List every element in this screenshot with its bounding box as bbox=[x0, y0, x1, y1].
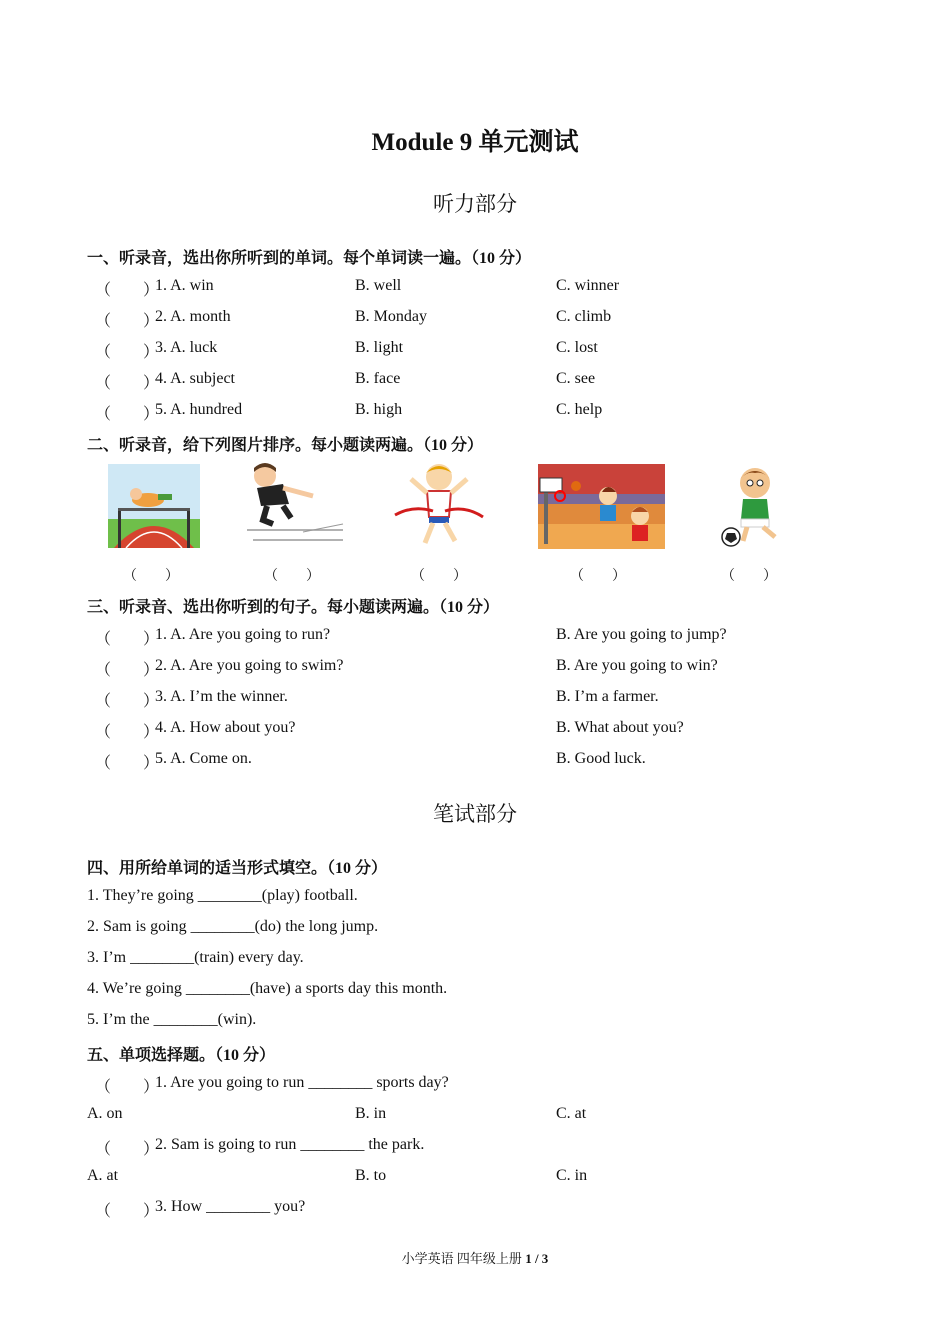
answer-blank[interactable]: （ ） bbox=[95, 693, 160, 710]
answer-blank[interactable]: （ ） bbox=[95, 1079, 160, 1096]
option-a: 2. A. month bbox=[155, 308, 231, 325]
answer-blank[interactable]: （ ） bbox=[95, 631, 160, 648]
question-row bbox=[0, 370, 950, 394]
options-row bbox=[0, 1105, 950, 1129]
question-row bbox=[0, 688, 950, 712]
listening-section-title: 听力部分 bbox=[433, 192, 517, 216]
question-stem: 1. Are you going to run ________ sports day? bbox=[155, 1074, 449, 1091]
answer-blank[interactable]: （ ） bbox=[95, 755, 160, 772]
question-row bbox=[0, 277, 950, 301]
option-c: C. at bbox=[556, 1105, 587, 1122]
fill-in-item: 1. They’re going ________(play) football. bbox=[87, 887, 358, 904]
option-a: 5. A. hundred bbox=[155, 401, 243, 418]
option-a: 3. A. luck bbox=[155, 339, 218, 356]
option-b: B. Good luck. bbox=[556, 750, 646, 767]
question-row bbox=[0, 1074, 950, 1098]
answer-blank[interactable]: （ ） bbox=[95, 313, 160, 330]
running-winner-picture bbox=[393, 459, 485, 549]
fill-in-item: 2. Sam is going ________(do) the long jump. bbox=[87, 918, 379, 935]
option-a: 3. A. I’m the winner. bbox=[155, 688, 288, 705]
option-a: 4. A. subject bbox=[155, 370, 235, 387]
answer-blank[interactable]: （ ） bbox=[95, 1141, 160, 1158]
option-b: B. light bbox=[355, 339, 404, 356]
option-a: 1. A. win bbox=[155, 277, 214, 294]
option-a: 4. A. How about you? bbox=[155, 719, 296, 736]
option-a: 2. A. Are you going to swim? bbox=[155, 657, 344, 674]
fill-in-item: 5. I’m the ________(win). bbox=[87, 1011, 257, 1028]
answer-blank[interactable]: （ ） bbox=[95, 724, 160, 741]
fill-in-item: 4. We’re going ________(have) a sports day this month. bbox=[87, 980, 448, 997]
question-row bbox=[0, 339, 950, 363]
question-row bbox=[0, 1136, 950, 1160]
option-a: A. on bbox=[87, 1105, 123, 1122]
basketball-picture bbox=[538, 464, 665, 549]
option-b: B. Are you going to jump? bbox=[556, 626, 727, 643]
section1-heading: 一、听录音，选出你所听到的单词。每个单词读一遍。（10 分） bbox=[87, 250, 532, 267]
section2-heading: 二、听录音，给下列图片排序。每小题读两遍。（10 分） bbox=[87, 437, 484, 454]
page-title: Module 9 单元测试 bbox=[371, 129, 579, 156]
question-row bbox=[0, 750, 950, 774]
option-b: B. Monday bbox=[355, 308, 427, 325]
section3-heading: 三、听录音、选出你听到的句子。每小题读两遍。（10 分） bbox=[87, 599, 500, 616]
option-b: B. in bbox=[355, 1105, 387, 1122]
answer-blank[interactable]: （ ） bbox=[95, 282, 160, 299]
option-c: C. lost bbox=[556, 339, 598, 356]
option-b: B. to bbox=[355, 1167, 387, 1184]
question-row bbox=[0, 401, 950, 425]
footer-text: 小学英语 四年级上册 bbox=[401, 1251, 526, 1266]
question-stem: 3. How ________ you? bbox=[155, 1198, 306, 1215]
option-c: C. winner bbox=[556, 277, 620, 294]
option-c: C. climb bbox=[556, 308, 612, 325]
answer-blank[interactable]: （ ） bbox=[95, 375, 160, 392]
option-b: B. face bbox=[355, 370, 401, 387]
question-row bbox=[0, 626, 950, 650]
option-b: B. high bbox=[355, 401, 403, 418]
question-row bbox=[0, 308, 950, 332]
question-row bbox=[0, 719, 950, 743]
picture-answer-blank[interactable]: （ ） bbox=[411, 569, 467, 584]
fill-in-item: 3. I’m ________(train) every day. bbox=[87, 949, 304, 966]
option-a: 5. A. Come on. bbox=[155, 750, 252, 767]
writing-section-title: 笔试部分 bbox=[433, 802, 517, 826]
option-c: C. see bbox=[556, 370, 596, 387]
question-stem: 2. Sam is going to run ________ the park. bbox=[155, 1136, 425, 1153]
section4-heading: 四、用所给单词的适当形式填空。（10 分） bbox=[87, 860, 388, 877]
option-c: C. in bbox=[556, 1167, 588, 1184]
section5-heading: 五、单项选择题。（10 分） bbox=[87, 1047, 276, 1064]
option-c: C. help bbox=[556, 401, 603, 418]
answer-blank[interactable]: （ ） bbox=[95, 662, 160, 679]
question-row bbox=[0, 1198, 950, 1222]
long-jump-picture bbox=[243, 462, 347, 548]
option-b: B. well bbox=[355, 277, 402, 294]
page-number: 1 / 3 bbox=[525, 1251, 549, 1266]
option-b: B. Are you going to win? bbox=[556, 657, 718, 674]
options-row bbox=[0, 1167, 950, 1191]
option-b: B. I’m a farmer. bbox=[556, 688, 659, 705]
picture-answer-blank[interactable]: （ ） bbox=[570, 569, 626, 584]
option-a: A. at bbox=[87, 1167, 119, 1184]
picture-answer-blank[interactable]: （ ） bbox=[721, 569, 777, 584]
answer-blank[interactable]: （ ） bbox=[95, 344, 160, 361]
option-a: 1. A. Are you going to run? bbox=[155, 626, 331, 643]
high-jump-picture bbox=[108, 464, 200, 548]
answer-blank[interactable]: （ ） bbox=[95, 406, 160, 423]
page-footer bbox=[0, 1248, 950, 1267]
question-row bbox=[0, 657, 950, 681]
football-picture bbox=[715, 461, 793, 549]
answer-blank[interactable]: （ ） bbox=[95, 1203, 160, 1220]
picture-answer-blank[interactable]: （ ） bbox=[123, 569, 179, 584]
option-b: B. What about you? bbox=[556, 719, 684, 736]
picture-answer-blank[interactable]: （ ） bbox=[264, 569, 320, 584]
